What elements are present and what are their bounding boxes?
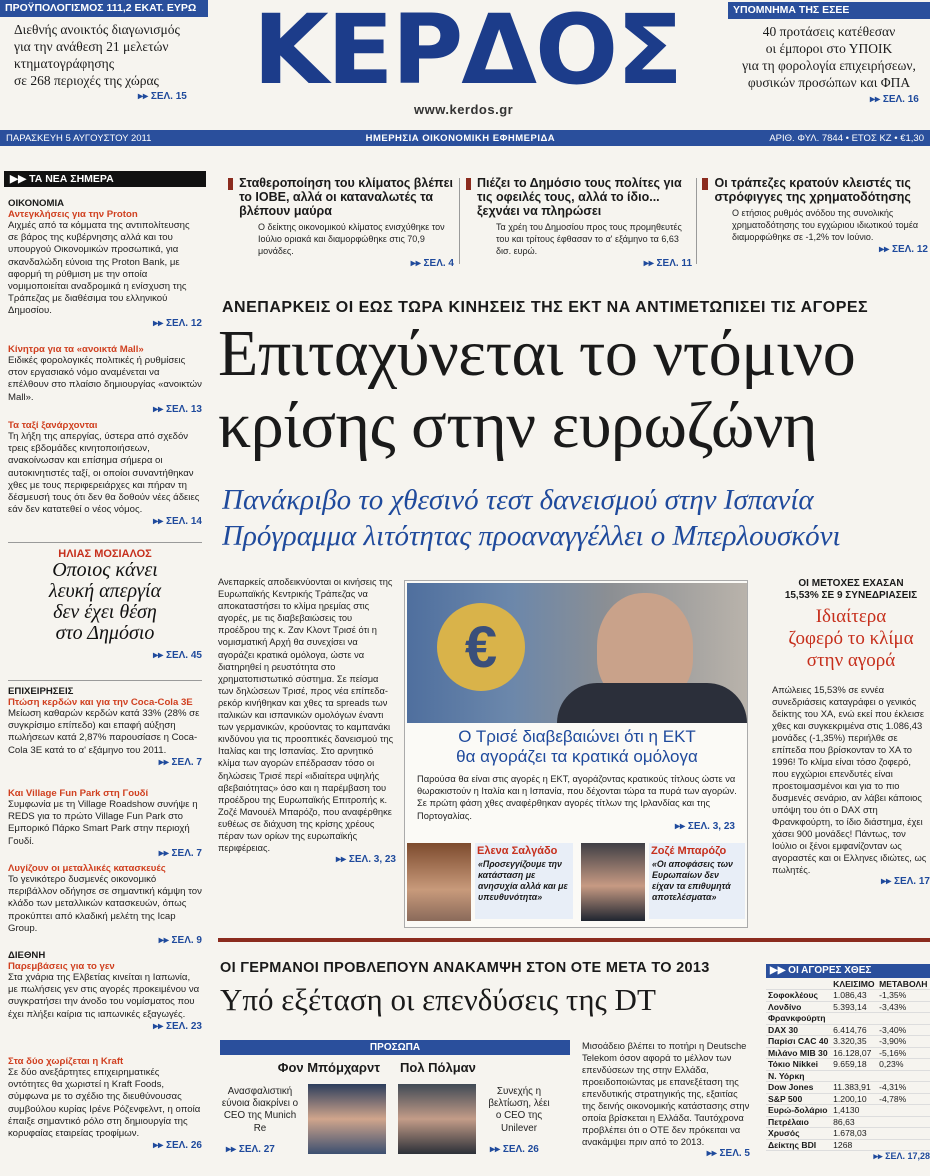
quote-name: Ζοζέ Μπαρόζο [651, 845, 727, 857]
market-close: 1.678,03 [831, 1128, 877, 1140]
sidebar-title: ΤΑ ΝΕΑ ΣΗΜΕΡΑ [29, 173, 114, 185]
section-label: ΔΙΕΘΝΗ [8, 950, 46, 961]
story-text: Ειδικές φορολογικές πολιτικές ή ρυθμίσεις στον εργασιακό νόμο αναμένεται να επέλθουν στο πλαίσιο δημιουργίας «ανοικτών Mall». [8, 355, 202, 403]
market-change: -4,78% [877, 1093, 930, 1105]
ase-headline [772, 606, 930, 672]
teaser-text: Ο ετήσιος ρυθμός ανόδου της συνολικής χρηματοδότησης του εγχώριου ιδιωτικού τομέα διαμορφώθηκε σε -1,2% τον Ιούνιο. [732, 208, 919, 243]
ref-label: ΣΕΛ. 26 [165, 1140, 202, 1152]
ref-label: ΣΕΛ. 3, 23 [348, 854, 396, 866]
markets-title-text: ΟΙ ΑΓΟΡΕΣ ΧΘΕΣ [788, 965, 872, 976]
trichet-photo [407, 583, 747, 723]
story-ref[interactable]: ▸▸ ΣΕΛ. 11 [643, 257, 692, 269]
quote-2 [581, 839, 747, 923]
story-text: Αιχμές από τα κόμματα της αντιπολίτευσης σε βάρος της κυβέρνησης αλλά και του υπουργού Οικονομικών προσωπικά, για σκανδαλώδη εύνοια της Proton Bank, με αφορμή τη ρύθμιση με την οποία νομιμοποιείται αναδρομικά η ενίσχυση της Τράπεζας με διαθέσιμα του ελληνικού Δημοσίου. [8, 220, 190, 317]
issue: ΑΡΙΘ. ΦΥΛ. 7844 • ΕΤΟΣ ΚΖ • €1,30 [769, 132, 924, 144]
lead-overline: ΑΝΕΠΑΡΚΕΙΣ ΟΙ ΕΩΣ ΤΩΡΑ ΚΙΝΗΣΕΙΣ ΤΗΣ ΕΚΤ ΝΑ ΑΝΤΙΜΕΤΩΠΙΣΕΙ ΤΙΣ ΑΓΟΡΕΣ [222, 299, 869, 316]
market-row [766, 1082, 930, 1094]
photo-text: Παρούσα θα είναι στις αγορές η ΕΚΤ, αγοράζοντας κρατικούς τίτλους ώστε να θωρακιστούν η Ιταλία και η Ισπανία, που δέχονται τώρα τα πυρά των αγορών. Σε πρώτη φάση χθες αναφέρθηκαν αγορές τίτλων της Ιρλανδίας και της Πορτογαλίας. [417, 774, 737, 821]
quote-text: «Οι αποφάσεις των Ευρωπαίων δεν είχαν τα επιθυμητά αποτελέσματα» [652, 859, 733, 902]
story-ref[interactable]: ▸▸ ΣΕΛ. 26 [153, 1140, 202, 1152]
story-text: Μείωση καθαρών κερδών κατά 33% (28% σε συγκρίσιμο επίπεδο) και επαφή αύξηση πωλήσεων κατά 2,87% παρουσίασε η Coca-Cola 3Ε κατά το α' εξάμηνο του 2011. [8, 708, 200, 756]
market-close: 1268 [831, 1139, 877, 1151]
lead-headline-line: κρίσης στην ευρωζώνη [218, 389, 818, 462]
arrow-icon: ▶▶ [10, 173, 30, 185]
people-text-1: Ανασφαλιστική εύνοια διακρίνει ο CEO της Munich Re [221, 1086, 299, 1134]
markets-header-row [766, 978, 930, 990]
sidebar-story-4[interactable] [8, 686, 202, 768]
market-close: 11.383,91 [831, 1082, 877, 1094]
market-row [766, 1059, 930, 1071]
teaser-2[interactable] [466, 176, 692, 269]
portrait-suit [557, 683, 747, 723]
market-change: -1,35% [877, 990, 930, 1002]
top-left-text [14, 21, 206, 89]
ase-overline-line: 15,53% ΣΕ 9 ΣΥΝΕΔΡΙΑΣΕΙΣ [784, 590, 918, 601]
quote-name: Ελενα Σαλγάδο [477, 845, 558, 857]
teaser-title: Σταθεροποίηση του κλίματος βλέπει το ΙΟΒΕ, αλλά οι καταναλωτές τα βλέπουν μαύρα [239, 176, 453, 218]
sidebar-story-6[interactable] [8, 863, 202, 946]
market-row [766, 1013, 930, 1025]
top-right-line: για τη φορολογία επιχειρήσεων, [742, 58, 916, 73]
market-name: Χρυσός [766, 1128, 831, 1140]
ote-headline[interactable]: Υπό εξέταση οι επενδύσεις της DT [220, 982, 656, 1017]
story-ref[interactable]: ▸▸ ΣΕΛ. 7 [158, 756, 202, 768]
lead-headline-line: Επιταχύνεται το ντόμινο [218, 318, 856, 390]
lead-subhead: Πρόγραμμα λιτότητας προαναγγέλλει ο Μπερλουσκόνι [222, 520, 841, 552]
sidebar-story-5[interactable] [8, 788, 202, 859]
market-change [877, 1116, 930, 1128]
lead-subheads [222, 482, 930, 562]
ase-text: Απώλειες 15,53% σε εννέα συνεδριάσεις καταγράφει ο γενικός δείκτης του ΧΑ, ενώ εκεί που έκλεισε χθες και συγκεκριμένα στις 1.086,43 μονάδες (-1,35%) περιήλθε σε επίπεδα που βρίσκονταν το ΧΑ το 1996! Το κλίμα είναι τόσο ζοφερό, που εγχώριοι επενδυτές είναι προετοιμασμένοι και για το πιο δυσμενές σενάριο, αν λάβει κάποιος υπόψη του ότι ο DAX στη Φρανκφούρτη, το ίδιο διάστημα, έχει χάσει 900 μονάδες! Πάντως, τον Ιούλιο οι ξένοι εμφανίζονταν ως αγοραστές και οι Ελληνες ιδιώτες, ως πωλητές. [772, 684, 927, 875]
people-title: ΠΡΟΣΩΠΑ [220, 1040, 570, 1055]
market-name: Ευρώ-δολάριο [766, 1105, 831, 1117]
market-name: S&P 500 [766, 1093, 831, 1105]
story-ref[interactable]: ▸▸ ΣΕΛ. 12 [879, 243, 928, 255]
story-ref[interactable]: ▸▸ ΣΕΛ. 27 [226, 1144, 275, 1155]
people-name-1: Φον Μπόμχαρντ [277, 1060, 380, 1075]
market-change [877, 1139, 930, 1151]
ref-label: ΣΕΛ. 12 [165, 317, 202, 329]
market-close [831, 1070, 877, 1082]
market-row [766, 1116, 930, 1128]
photo-headline-line: Ο Τρισέ διαβεβαιώνει ότι η ΕΚΤ [458, 727, 696, 746]
market-name: DAX 30 [766, 1024, 831, 1036]
photo-headline [411, 727, 743, 767]
story-kicker: Τα ταξί ξανάρχονται [8, 420, 98, 431]
market-change [877, 1128, 930, 1140]
story-ref[interactable]: ▸▸ ΣΕΛ. 23 [153, 1020, 202, 1032]
story-ref[interactable]: ▸▸ ΣΕΛ. 17 [881, 876, 930, 887]
opinion-line: Οποιος κάνει [52, 559, 158, 581]
tagline: ΗΜΕΡΗΣΙΑ ΟΙΚΟΝΟΜΙΚΗ ΕΦΗΜΕΡΙΔΑ [365, 132, 556, 144]
ase-story[interactable] [772, 578, 930, 887]
ref-label: ΣΕΛ. 11 [656, 257, 692, 269]
market-name: Dow Jones [766, 1082, 831, 1094]
sidebar-story-1[interactable] [8, 198, 202, 329]
market-row [766, 1047, 930, 1059]
sidebar-story-2[interactable] [8, 344, 202, 415]
top-left-line: σε 268 περιοχές της χώρας [14, 73, 159, 88]
top-left-line: για την ανάθεση 21 μελετών [14, 39, 169, 54]
lead-body[interactable] [218, 576, 396, 865]
market-change: -5,16% [877, 1047, 930, 1059]
teaser-text: Ο δείκτης οικονομικού κλίματος ενισχύθηκε τον Ιούλιο οριακά και διαμορφώθηκε στις 70,9 μονάδες. [258, 222, 445, 257]
ref-label: ΣΕΛ. 26 [502, 1144, 539, 1155]
square-icon [228, 178, 233, 190]
ref-label: ΣΕΛ. 14 [165, 516, 202, 528]
lead-text: Ανεπαρκείς αποδεικνύονται οι κινήσεις της Ευρωπαϊκής Κεντρικής Τράπεζας να αποκαταστήσει το κλίμα ηρεμίας στις αγορές, με τις διαβεβαιώσεις του προέδρου της κ. Ζαν Κλοντ Τρισέ ότι η νομισματική Αρχή θα συνεχίσει να αγοράζει κρατικά ομόλογα, ώστε να διατηρηθεί η ρευστότητα στο χρηματοπιστωτικό σύστημα. Σε πείσμα των δηλώσεων Τρισέ, προς νέα επίπεδα-ρεκόρ κινήθηκαν και χθες τα spreads των ιταλικών και ισπανικών ομολόγων έναντι των γερμανικών, κρούοντας το καμπανάκι κινδύνου για τις προοπτικές δανεισμού της Ιταλίας και της Ισπανίας. Στο αρνητικό κλίμα των αγορών επέδρασαν τόσο οι δηλώσεις Τρισέ περί «ιδιαίτερα υψηλής αβεβαιότητας» όσο και η παρέμβαση του προέδρου της Ευρωπαϊκής Επιτροπής κ. Ζοζέ Μανουέλ Μπαρόζο, που αναφέρθηκε ευθέως σε διάχυση της κρίσης χρέους πέραν των ορίων της ευρωπαϊκής περιφέρειας. [218, 577, 394, 854]
polman-photo [398, 1084, 476, 1154]
story-ref[interactable]: ▸▸ ΣΕΛ. 26 [490, 1144, 539, 1155]
ref-label: ΣΕΛ. 17,28 [885, 1151, 930, 1161]
market-change: -4,31% [877, 1082, 930, 1094]
markets-title: ▶▶ ΟΙ ΑΓΟΡΕΣ ΧΘΕΣ [766, 964, 930, 978]
teaser-text: Τα χρέη του Δημοσίου προς τους προμηθευτές του και τρίτους έφθασαν το α' εξάμηνο τα 6,63 δισ. ευρώ. [496, 222, 682, 257]
top-left-ref[interactable]: ▸▸ ΣΕΛ. 15 [138, 91, 187, 102]
market-name: Δείκτης BDI [766, 1139, 831, 1151]
ref-label: ΣΕΛ. 12 [891, 243, 928, 255]
market-change [877, 1070, 930, 1082]
ref-label: ΣΕΛ. 5 [719, 1148, 750, 1159]
market-close: 1,4130 [831, 1105, 877, 1117]
photo-story[interactable] [404, 580, 748, 928]
market-close: 3.320,35 [831, 1036, 877, 1048]
market-change [877, 1105, 930, 1117]
story-ref[interactable]: ▸▸ ΣΕΛ. 14 [153, 516, 202, 528]
photo-headline-line: θα αγοράζει τα κρατικά ομόλογα [456, 747, 698, 766]
story-kicker: Στα δύο χωρίζεται η Kraft [8, 1056, 124, 1067]
opinion-line: στο Δημόσιο [55, 622, 155, 644]
markets-table-body [766, 990, 930, 1151]
market-name: Τόκιο Nikkei [766, 1059, 831, 1071]
market-change: -3,40% [877, 1024, 930, 1036]
divider [8, 542, 202, 543]
opinion-author: ΗΛΙΑΣ ΜΟΣΙΑΛΟΣ [58, 548, 152, 560]
square-icon [466, 178, 471, 190]
market-row [766, 1139, 930, 1151]
top-right-label: ΥΠΟΜΝΗΜΑ ΤΗΣ ΕΣΕΕ [728, 2, 930, 19]
square-icon [702, 178, 708, 190]
story-ref[interactable]: ▸▸ ΣΕΛ. 9 [158, 935, 202, 947]
top-right-line: οι έμποροι στο ΥΠΟΙΚ [765, 41, 893, 56]
opinion-line: δεν έχει θέση [53, 601, 157, 623]
ref-label: ΣΕΛ. 45 [165, 650, 202, 661]
top-right-ref[interactable]: ▸▸ ΣΕΛ. 16 [870, 94, 919, 105]
market-row [766, 1024, 930, 1036]
ase-headline-line: στην αγορά [806, 650, 896, 671]
top-left-line: κτηματογράφησης [14, 56, 115, 71]
date: ΠΑΡΑΣΚΕΥΗ 5 ΑΥΓΟΥΣΤΟΥ 2011 [6, 132, 152, 144]
markets-table [766, 978, 930, 1151]
sidebar-story-3[interactable] [8, 420, 202, 527]
story-kicker: Κίνητρα για τα «ανοικτά Mall» [8, 344, 144, 355]
story-kicker: Λυγίζουν οι μεταλλικές κατασκευές [8, 863, 166, 874]
teaser-3[interactable] [702, 176, 928, 255]
sidebar [0, 168, 206, 1176]
story-text: Το γενικότερο δυσμενές οικονομικό περιβάλλον οδήγησε σε σημαντική κάμψη τον κλάδο των μεταλλικών κατασκευών, όπως προκύπτει από κλαδική μελέτη της Icap Group. [8, 874, 202, 934]
ase-headline-line: Ιδιαίτερα [815, 606, 887, 627]
story-text: Σε δύο ανεξάρτητες επιχειρηματικές οντότητες θα χωριστεί η Kraft Foods, σύμφωνα με το σχέδιο της διευθύνουσας συμβούλου κυρίας Ιρένε Ρόζενφελντ, η οποία έπαιξε σημαντικό ρόλο στη δημιουργία της κορυφαίας εταιρείας τροφίμων. [8, 1067, 201, 1140]
masthead [0, 0, 930, 144]
top-right-box [728, 0, 930, 108]
market-close: 16.128,07 [831, 1047, 877, 1059]
logo[interactable]: ΚΕΡΔΟΣ [252, 0, 682, 106]
ote-body[interactable] [582, 1040, 750, 1159]
market-name: Φρανκφούρτη [766, 1013, 831, 1025]
ref-label: ΣΕΛ. 9 [171, 935, 202, 947]
ref-label: ΣΕΛ. 16 [882, 94, 919, 105]
story-ref[interactable]: ▸▸ ΣΕΛ. 45 [153, 650, 202, 661]
teaser-1[interactable] [228, 176, 454, 269]
top-right-text [728, 23, 930, 91]
market-row [766, 1036, 930, 1048]
market-change: 0,23% [877, 1059, 930, 1071]
divider [696, 178, 697, 264]
story-kicker: Παρεμβάσεις για το γεν [8, 961, 115, 972]
market-name: Πετρέλαιο [766, 1116, 831, 1128]
ref-label: ΣΕΛ. 3, 23 [687, 821, 735, 832]
market-close [831, 1013, 877, 1025]
quote-text: «Προσεγγίζουμε την κατάσταση με ανησυχία αλλά και με υπευθυνότητα» [478, 859, 568, 902]
story-ref[interactable]: ▸▸ ΣΕΛ. 3, 23 [675, 821, 735, 832]
lead-headline[interactable] [218, 318, 930, 470]
ref-label: ΣΕΛ. 4 [423, 257, 454, 269]
story-ref[interactable]: ▸▸ ΣΕΛ. 17,28 [873, 1151, 930, 1161]
ecb-euro-icon: € [437, 603, 525, 691]
section-label: ΟΙΚΟΝΟΜΙΑ [8, 198, 65, 209]
sidebar-header [4, 171, 206, 187]
market-row [766, 990, 930, 1002]
top-left-box [0, 0, 208, 108]
bomhard-photo [308, 1084, 386, 1154]
opinion[interactable] [8, 548, 202, 661]
markets-col-change: ΜΕΤΑΒΟΛΗ [877, 978, 930, 990]
ref-label: ΣΕΛ. 15 [150, 91, 187, 102]
divider [459, 178, 460, 264]
site-url[interactable]: www.kerdos.gr [414, 102, 514, 117]
top-left-line: Διεθνής ανοικτός διαγωνισμός [14, 22, 180, 37]
top-right-line: 40 προτάσεις κατέθεσαν [762, 24, 896, 39]
story-kicker: Και Village Fun Park στη Γουδί [8, 788, 149, 799]
ase-overline [772, 578, 930, 602]
story-ref[interactable]: ▸▸ ΣΕΛ. 7 [158, 847, 202, 859]
story-kicker: Αντεγκλήσεις για την Proton [8, 209, 138, 220]
quote-box [475, 843, 573, 919]
market-name: Παρίσι CAC 40 [766, 1036, 831, 1048]
people-box[interactable] [220, 1040, 570, 1166]
story-ref[interactable]: ▸▸ ΣΕΛ. 3, 23 [336, 854, 396, 866]
market-name: Σοφοκλέους [766, 990, 831, 1002]
quote-1 [407, 839, 577, 923]
markets-box[interactable] [766, 964, 930, 1172]
story-text: Συμφωνία με τη Village Roadshow συνήψε η REDS για το πρώτο Village Fun Park στο Εμπορικό Πάρκο Smart Park στην περιοχή Γουδί. [8, 799, 198, 847]
story-text: Στα χνάρια της Ελβετίας κινείται η Ιαπωνία, με πωλήσεις γεν στις αγορές προκειμένου να συγκρατήσει την άνοδο του νομίσματος που έχει πλήξει καίρια τις ιαπωνικές εξαγωγές. [8, 972, 200, 1020]
market-change [877, 1013, 930, 1025]
story-text: Τη λήξη της απεργίας, ύστερα από σχεδόν τρεις εβδομάδες κινητοποιήσεων, ανακοίνωσαν και επίσημα σήμερα οι αυτοκινητιστές ταξί, οι οποίοι συναντήθηκαν χθες με τους περιφερειάρχες και πήραν τη δέσμευσή τους ότι δεν θα δοθούν νέες άδειες εάν δεν κατατεθεί ο νέος νόμος. [8, 431, 200, 516]
market-name: Ν. Υόρκη [766, 1070, 831, 1082]
sidebar-story-8[interactable] [8, 1056, 202, 1151]
market-row [766, 1128, 930, 1140]
sidebar-story-7[interactable] [8, 950, 202, 1032]
story-ref[interactable]: ▸▸ ΣΕΛ. 12 [153, 317, 202, 329]
section-label: ΕΠΙΧΕΙΡΗΣΕΙΣ [8, 686, 74, 697]
dateline [0, 130, 930, 146]
section-rule [218, 938, 930, 942]
market-close: 1.200,10 [831, 1093, 877, 1105]
ase-headline-line: ζοφερό το κλίμα [788, 628, 914, 649]
opinion-title [8, 560, 202, 644]
people-name-2: Πολ Πόλμαν [400, 1060, 476, 1075]
ref-label: ΣΕΛ. 7 [171, 756, 202, 768]
people-text-2: Συνεχής η βελτίωση, λέει ο CEO της Unilever [488, 1086, 550, 1134]
story-ref[interactable]: ▸▸ ΣΕΛ. 4 [410, 257, 454, 269]
ref-label: ΣΕΛ. 27 [238, 1144, 275, 1155]
market-close: 6.414,76 [831, 1024, 877, 1036]
market-name: Λονδίνο [766, 1001, 831, 1013]
ote-text: Μισοάδειο βλέπει το ποτήρι η Deutsche Telekom όσον αφορά το μέλλον των επενδύσεων της στην Ελλάδα, προειδοποιώντας με επανεξέταση της επενδυτικής στρατηγικής της, εξαιτίας της δεινής οικονομικής κατάστασης στην οποία βρίσκεται η Ελλάδα. Ταυτόχρονα προβλέπει ότι ο ΟΤΕ δεν πρόκειται να ανακάμψει πριν από το 2013. [582, 1040, 750, 1147]
market-close: 1.086,43 [831, 990, 877, 1002]
market-close: 5.393,14 [831, 1001, 877, 1013]
market-change: -3,43% [877, 1001, 930, 1013]
top-left-label: ΠΡΟΫΠΟΛΟΓΙΣΜΟΣ 111,2 ΕΚΑΤ. ΕΥΡΩ [0, 0, 208, 17]
top-right-line: φυσικών προσώπων και ΦΠΑ [747, 75, 911, 90]
story-ref[interactable]: ▸▸ ΣΕΛ. 13 [153, 403, 202, 415]
opinion-line: λευκή απεργία [48, 580, 162, 602]
quote-box [649, 843, 745, 919]
ase-overline-line: ΟΙ ΜΕΤΟΧΕΣ ΕΧΑΣΑΝ [798, 578, 904, 589]
market-row [766, 1001, 930, 1013]
market-close: 9.659,18 [831, 1059, 877, 1071]
market-close: 86,63 [831, 1116, 877, 1128]
market-name: Μιλάνο MIB 30 [766, 1047, 831, 1059]
markets-col-name [766, 978, 831, 990]
ref-label: ΣΕΛ. 13 [165, 403, 202, 415]
ref-label: ΣΕΛ. 17 [893, 876, 930, 887]
ref-label: ΣΕΛ. 7 [171, 847, 202, 859]
lead-subhead: Πανάκριβο το χθεσινό τεστ δανεισμού στην Ισπανία [222, 484, 814, 516]
teaser-title: Πιέζει το Δημόσιο τους πολίτες για τις οφειλές τους, αλλά το ίδιο... ξεχνάει να πληρώσει [476, 176, 682, 218]
divider [8, 680, 202, 681]
markets-col-close: ΚΛΕΙΣΙΜΟ [831, 978, 877, 990]
market-row [766, 1105, 930, 1117]
ote-overline: ΟΙ ΓΕΡΜΑΝΟΙ ΠΡΟΒΛΕΠΟΥΝ ΑΝΑΚΑΜΨΗ ΣΤΟΝ ΟΤΕ ΜΕΤΑ ΤΟ 2013 [220, 960, 710, 976]
salgado-photo [407, 843, 471, 921]
market-row [766, 1093, 930, 1105]
market-change: -3,90% [877, 1036, 930, 1048]
market-row [766, 1070, 930, 1082]
teaser-title: Οι τράπεζες κρατούν κλειστές τις στρόφιγγες της χρηματοδότησης [714, 176, 911, 204]
story-ref[interactable]: ▸▸ ΣΕΛ. 5 [706, 1148, 750, 1159]
story-kicker: Πτώση κερδών και για την Coca-Cola 3E [8, 697, 193, 708]
ref-label: ΣΕΛ. 23 [165, 1020, 202, 1032]
barroso-photo [581, 843, 645, 921]
